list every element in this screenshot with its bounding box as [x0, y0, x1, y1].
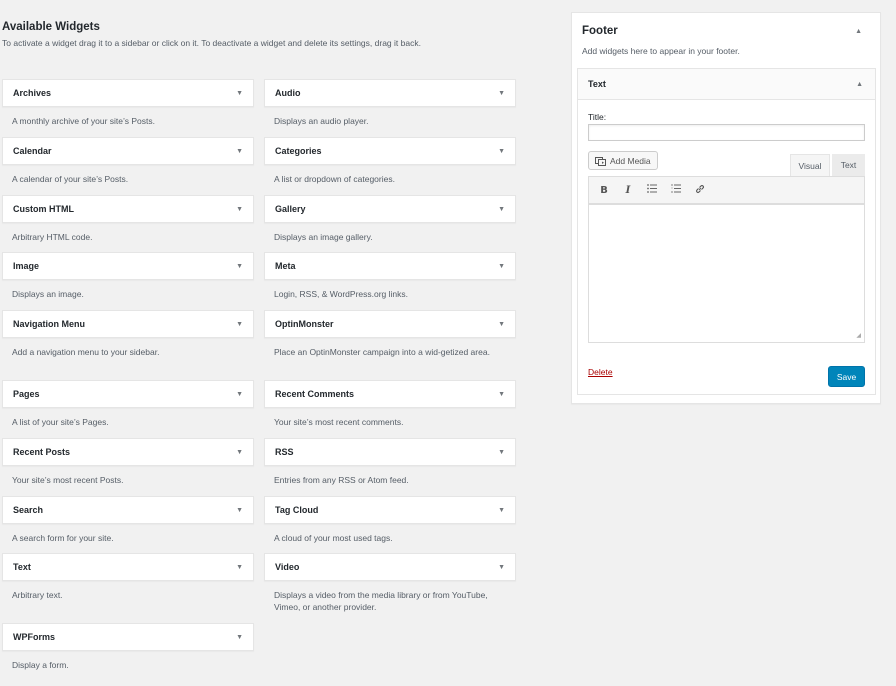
- widget-description: A list of your site’s Pages.: [12, 417, 109, 427]
- widget-title: Categories: [275, 146, 322, 156]
- widget-header[interactable]: [264, 496, 516, 524]
- expand-arrow-icon[interactable]: ▼: [498, 147, 505, 155]
- expand-arrow-icon[interactable]: ▼: [236, 633, 243, 641]
- widget-title: Audio: [275, 88, 301, 98]
- media-icon: [595, 156, 606, 166]
- widget-item[interactable]: [2, 438, 254, 486]
- title-input[interactable]: [588, 124, 865, 141]
- widget-item[interactable]: [2, 252, 254, 300]
- widget-title: Video: [275, 562, 300, 572]
- widget-title: Tag Cloud: [275, 505, 319, 515]
- widget-description: A cloud of your most used tags.: [274, 533, 393, 543]
- widget-title: Gallery: [275, 204, 306, 214]
- widget-description: Displays an image gallery.: [274, 232, 373, 242]
- widget-title: Pages: [13, 389, 40, 399]
- widget-title: Custom HTML: [13, 204, 74, 214]
- footer-sidebar-title: Footer: [582, 25, 618, 37]
- widget-title: Recent Comments: [275, 389, 355, 399]
- widget-description: A list or dropdown of categories.: [274, 174, 395, 184]
- title-field-label: Title:: [588, 112, 607, 122]
- widget-title: WPForms: [13, 632, 56, 642]
- widget-item[interactable]: [2, 623, 254, 671]
- widget-title: Image: [13, 261, 40, 271]
- widget-item[interactable]: [264, 496, 516, 544]
- widget-header[interactable]: [2, 438, 254, 466]
- widget-title: Archives: [13, 88, 52, 98]
- widget-header[interactable]: [2, 496, 254, 524]
- italic-icon[interactable]: I: [625, 184, 631, 196]
- widget-description: Entries from any RSS or Atom feed.: [274, 475, 409, 485]
- widget-header[interactable]: [264, 380, 516, 408]
- add-media-button[interactable]: [588, 151, 658, 170]
- text-editor-area[interactable]: [588, 204, 865, 343]
- widget-item[interactable]: [2, 195, 254, 243]
- expand-arrow-icon[interactable]: ▼: [236, 506, 243, 514]
- widget-description: A monthly archive of your site’s Posts.: [12, 116, 155, 126]
- widget-title: Recent Posts: [13, 447, 71, 457]
- widget-item[interactable]: [264, 553, 516, 613]
- widget-item[interactable]: [2, 553, 254, 601]
- expand-arrow-icon[interactable]: ▼: [498, 320, 505, 328]
- widget-item[interactable]: [264, 195, 516, 243]
- expand-arrow-icon[interactable]: ▼: [498, 89, 505, 97]
- widget-header[interactable]: [2, 623, 254, 651]
- widget-item[interactable]: [264, 137, 516, 185]
- available-widgets-title: Available Widgets: [2, 21, 100, 33]
- widget-description: Your site’s most recent Posts.: [12, 475, 124, 485]
- widget-item[interactable]: [2, 380, 254, 428]
- widget-description: Place an OptinMonster campaign into a wid-getized area.: [274, 347, 490, 357]
- widget-item[interactable]: [2, 79, 254, 127]
- widget-header[interactable]: [2, 137, 254, 165]
- expand-arrow-icon[interactable]: ▼: [498, 262, 505, 270]
- widget-header[interactable]: [264, 195, 516, 223]
- widget-header[interactable]: [2, 79, 254, 107]
- available-widgets-description: To activate a widget drag it to a sidebar or click on it. To deactivate a widget and delete its settings, drag it back.: [2, 38, 421, 48]
- widget-header[interactable]: [264, 252, 516, 280]
- available-widgets-panel: [2, 20, 516, 670]
- delete-link[interactable]: Delete: [588, 367, 613, 377]
- widget-item[interactable]: [264, 79, 516, 127]
- widget-description: Login, RSS, & WordPress.org links.: [274, 289, 409, 299]
- collapse-arrow-icon[interactable]: ▲: [856, 80, 863, 88]
- editor-toolbar: [588, 176, 865, 204]
- expand-arrow-icon[interactable]: ▼: [236, 448, 243, 456]
- tab-text[interactable]: Text: [832, 154, 865, 176]
- expand-arrow-icon[interactable]: ▼: [236, 147, 243, 155]
- text-widget-header[interactable]: [578, 69, 875, 100]
- widget-item[interactable]: [264, 380, 516, 428]
- widget-grid: [2, 79, 516, 686]
- resize-handle-icon[interactable]: ◢: [856, 333, 861, 339]
- widget-header[interactable]: [264, 310, 516, 338]
- expand-arrow-icon[interactable]: ▼: [236, 320, 243, 328]
- widget-title: OptinMonster: [275, 319, 334, 329]
- widget-title: Meta: [275, 261, 296, 271]
- widget-description: Display a form.: [12, 660, 69, 670]
- widget-item[interactable]: [264, 310, 516, 358]
- widget-description: Displays an audio player.: [274, 116, 369, 126]
- add-media-label: Add Media: [610, 155, 651, 166]
- save-button[interactable]: Save: [828, 366, 865, 387]
- expand-arrow-icon[interactable]: ▼: [236, 262, 243, 270]
- widget-description: Your site’s most recent comments.: [274, 417, 404, 427]
- expand-arrow-icon[interactable]: ▼: [236, 89, 243, 97]
- footer-sidebar: [571, 12, 881, 404]
- expand-arrow-icon[interactable]: ▼: [236, 563, 243, 571]
- widget-item[interactable]: [264, 438, 516, 486]
- widget-title: Calendar: [13, 146, 52, 156]
- expand-arrow-icon[interactable]: ▼: [236, 390, 243, 398]
- widget-description: A search form for your site.: [12, 533, 114, 543]
- widget-header[interactable]: [264, 438, 516, 466]
- widget-header[interactable]: [2, 252, 254, 280]
- widget-description: Arbitrary text.: [12, 590, 63, 600]
- widget-header[interactable]: [2, 195, 254, 223]
- bullet-list-icon[interactable]: [645, 184, 659, 196]
- widget-title: RSS: [275, 447, 294, 457]
- widget-header[interactable]: [264, 553, 516, 581]
- collapse-arrow-icon[interactable]: ▲: [855, 28, 862, 35]
- widget-header[interactable]: [264, 137, 516, 165]
- widget-item[interactable]: [2, 310, 254, 358]
- widget-item[interactable]: [2, 137, 254, 185]
- widget-description: Displays an image.: [12, 289, 84, 299]
- widget-item[interactable]: [264, 252, 516, 300]
- text-widget-panel: [577, 68, 876, 395]
- widget-description: Displays a video from the media library or from YouTube, Vimeo, or another provider.: [274, 590, 488, 612]
- expand-arrow-icon[interactable]: ▼: [498, 390, 505, 398]
- tab-visual[interactable]: Visual: [790, 154, 830, 176]
- numbered-list-icon[interactable]: [669, 184, 683, 196]
- expand-arrow-icon[interactable]: ▼: [498, 506, 505, 514]
- bold-icon[interactable]: B: [600, 184, 608, 196]
- text-widget-title: Text: [588, 79, 606, 89]
- widget-title: Text: [13, 562, 31, 572]
- expand-arrow-icon[interactable]: ▼: [236, 205, 243, 213]
- widget-description: Add a navigation menu to your sidebar.: [12, 347, 160, 357]
- widget-header[interactable]: [2, 310, 254, 338]
- expand-arrow-icon[interactable]: ▼: [498, 205, 505, 213]
- widget-title: Navigation Menu: [13, 319, 86, 329]
- widget-description: Arbitrary HTML code.: [12, 232, 93, 242]
- widget-header[interactable]: [264, 79, 516, 107]
- expand-arrow-icon[interactable]: ▼: [498, 563, 505, 571]
- link-icon[interactable]: [693, 184, 707, 197]
- expand-arrow-icon[interactable]: ▼: [498, 448, 505, 456]
- widget-header[interactable]: [2, 553, 254, 581]
- footer-sidebar-description: Add widgets here to appear in your footer.: [582, 46, 740, 56]
- widget-description: A calendar of your site’s Posts.: [12, 174, 129, 184]
- widget-title: Search: [13, 505, 44, 515]
- widget-header[interactable]: [2, 380, 254, 408]
- widget-item[interactable]: [2, 496, 254, 544]
